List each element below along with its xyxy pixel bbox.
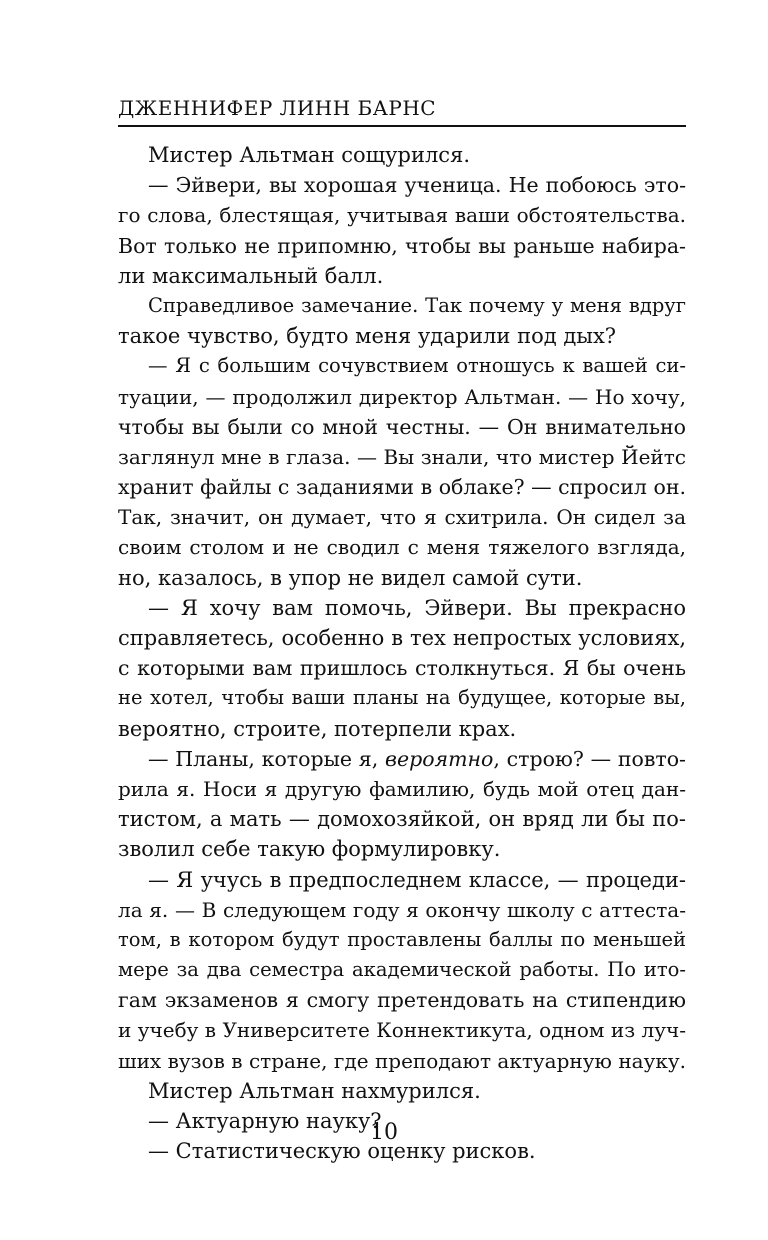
text-line: тистом, а мать — домохозяйкой, он вряд ли бы по- (118, 807, 686, 832)
text-line: туации, — продолжил директор Альтман. — Но хочу, (118, 384, 686, 409)
text-line: рила я. Носи я другую фамилию, будь мой отец дан- (118, 776, 686, 801)
text-line: ших вузов в стране, где преподают актуарную науку. (118, 1048, 686, 1073)
text-line: — Я учусь в предпоследнем классе, — процеди- (148, 867, 686, 892)
text-line: хранит файлы с заданиями в облаке? — спросил он. (118, 475, 686, 500)
text-line: с которыми вам пришлось столкнуться. Я бы очень (118, 656, 686, 681)
text-line: чтобы вы были со мной честны. — Он внимательно (118, 414, 686, 439)
text-line: такое чувство, будто меня ударили под дых? (118, 324, 617, 349)
text-line: своим столом и не сводил с меня тяжелого взгляда, (118, 535, 686, 560)
text-line: гам экзаменов я смогу претендовать на стипендию (118, 988, 686, 1013)
text-line: — Статистическую оценку рисков. (148, 1139, 536, 1164)
text-line: не хотел, чтобы ваши планы на будущее, которые вы, (118, 686, 686, 710)
text-line: Вот только не припомню, чтобы вы раньше набира- (118, 233, 686, 258)
text-line: Мистер Альтман нахмурился. (148, 1078, 481, 1103)
text-line: — Я хочу вам помочь, Эйвери. Вы прекрасно (148, 595, 686, 620)
text-line: Справедливое замечание. Так почему у меня вдруг (148, 293, 686, 317)
text-line: справляетесь, особенно в тех непростых условиях, (118, 626, 686, 650)
text-line: заглянул мне в глаза. — Вы знали, что мистер Йейтс (118, 444, 686, 469)
text-line: — Я с большим сочувствием отношусь к вашей си- (148, 354, 686, 378)
text-line: Мистер Альтман сощурился. (148, 143, 470, 167)
text-line: вероятно, строите, потерпели крах. (118, 716, 517, 741)
text-line (118, 744, 686, 774)
text-line: но, казалось, в упор не видел самой сути. (118, 565, 583, 590)
text-segment: — Планы, которые я, (148, 746, 386, 771)
text-line: — Эйвери, вы хорошая ученица. Не побоюсь это- (148, 173, 686, 198)
body-text (118, 140, 686, 1166)
italic-emphasis: вероятно (385, 746, 494, 771)
running-head: ДЖЕННИФЕР ЛИНН БАРНС (118, 95, 686, 127)
page-number: 10 (370, 1120, 398, 1145)
text-line: и учебу в Университете Коннектикута, одном из луч- (118, 1018, 686, 1043)
text-line: Так, значит, он думает, что я схитрила. Он сидел за (118, 505, 686, 530)
text-line: ли максимальный балл. (118, 263, 384, 288)
text-line: зволил себе такую формулировку. (118, 837, 501, 862)
text-line: том, в котором будут проставлены баллы по меньшей (118, 927, 686, 951)
text-segment: , строю? — повто- (493, 746, 686, 771)
text-line: го слова, блестящая, учитывая ваши обстоятельства. (118, 203, 686, 228)
text-line: — Актуарную науку? (148, 1109, 382, 1133)
text-line: мере за два семестра академической работы. По ито- (118, 958, 686, 982)
text-line: ла я. — В следующем году я окончу школу с аттеста- (118, 897, 686, 922)
